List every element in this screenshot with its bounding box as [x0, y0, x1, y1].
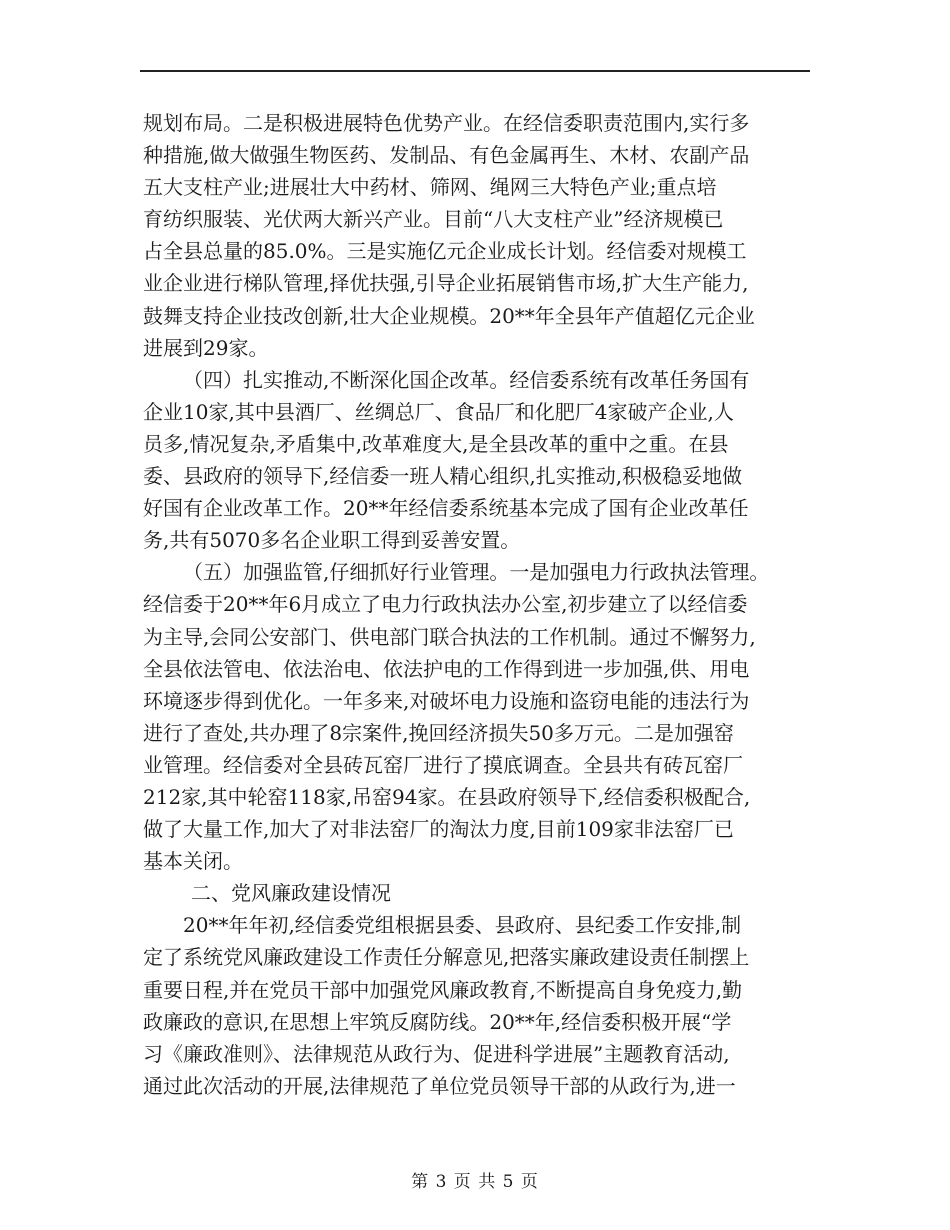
- text-line: 规划布局。二是积极进展特色优势产业。在经信委职责范围内,实行多: [143, 111, 750, 135]
- text-line: 定了系统党风廉政建设工作责任分解意见,把落实廉政建设责任制摆上: [143, 945, 750, 970]
- text-line: 习《廉政准则》、法律规范从政行为、促进科学进展”主题教育活动,: [143, 1041, 730, 1066]
- text-line: 五大支柱产业;进展壮大中药材、筛网、绳网三大特色产业;重点培: [143, 175, 717, 200]
- text-line: 经信委于20**年6月成立了电力行政执法办公室,初步建立了以经信委: [143, 592, 748, 617]
- section-heading-5: （五）加强监管,仔细抓好行业管理。一是加强电力行政执法管理。: [183, 560, 770, 585]
- section-heading-party-conduct: 二、党风廉政建设情况: [191, 881, 391, 906]
- text-line: 环境逐步得到优化。一年多来,对破坏电力设施和盗窃电能的违法行为: [143, 688, 750, 713]
- text-line: 进展到29家。: [143, 335, 269, 360]
- page-number-footer: 第 3 页 共 5 页: [411, 1172, 539, 1192]
- document-body: [143, 107, 813, 1102]
- paragraph-start-line: 20**年年初,经信委党组根据县委、县政府、县纪委工作安排,制: [183, 913, 742, 938]
- text-line: 占全县总量的85.0%。三是实施亿元企业成长计划。经信委对规模工: [143, 239, 747, 264]
- text-line: 业企业进行梯队管理,择优扶强,引导企业拓展销售市场,扩大生产能力,: [143, 271, 749, 296]
- text-line: 鼓舞支持企业技改创新,壮大企业规模。20**年全县年产值超亿元企业: [143, 303, 755, 328]
- text-line: 政廉政的意识,在思想上牢筑反腐防线。20**年,经信委积极开展“学: [143, 1009, 732, 1034]
- text-line: 212家,其中轮窑118家,吊窑94家。在县政府领导下,经信委积极配合,: [143, 784, 751, 809]
- text-line: 通过此次活动的开展,法律规范了单位党员领导干部的从政行为,进一: [143, 1073, 736, 1098]
- header-rule: [140, 70, 810, 72]
- text-line: 好国有企业改革工作。20**年经信委系统基本完成了国有企业改革任: [143, 496, 749, 521]
- text-line: 委、县政府的领导下,经信委一班人精心组织,扎实推动,积极稳妥地做: [143, 464, 743, 489]
- text-line: 业管理。经信委对全县砖瓦窑厂进行了摸底调查。全县共有砖瓦窑厂: [143, 752, 743, 777]
- text-line: 育纺织服装、光伏两大新兴产业。目前“八大支柱产业”经济规模已: [143, 207, 724, 232]
- section-heading-4: （四）扎实推动,不断深化国企改革。经信委系统有改革任务国有: [183, 367, 750, 392]
- text-line: 为主导,会同公安部门、供电部门联合执法的工作机制。通过不懈努力,: [143, 624, 756, 649]
- text-line: 员多,情况复杂,矛盾集中,改革难度大,是全县改革的重中之重。在县: [143, 431, 729, 456]
- text-line: 务,共有5070多名企业职工得到妥善安置。: [143, 528, 521, 553]
- text-line: 基本关闭。: [143, 849, 243, 874]
- text-line: 重要日程,并在党员干部中加强党风廉政教育,不断提高自身免疫力,勤: [143, 977, 743, 1002]
- text-line: 全县依法管电、依法治电、依法护电的工作得到进一步加强,供、用电: [143, 656, 750, 681]
- text-line: 进行了查处,共办理了8宗案件,挽回经济损失50多万元。二是加强窑: [143, 720, 734, 745]
- text-line: 企业10家,其中县酒厂、丝绸总厂、食品厂和化肥厂4家破产企业,人: [143, 399, 734, 424]
- text-line: 做了大量工作,加大了对非法窑厂的淘汰力度,目前109家非法窑厂已: [143, 817, 734, 842]
- text-line: 种措施,做大做强生物医药、发制品、有色金属再生、木材、农副产品: [143, 143, 750, 168]
